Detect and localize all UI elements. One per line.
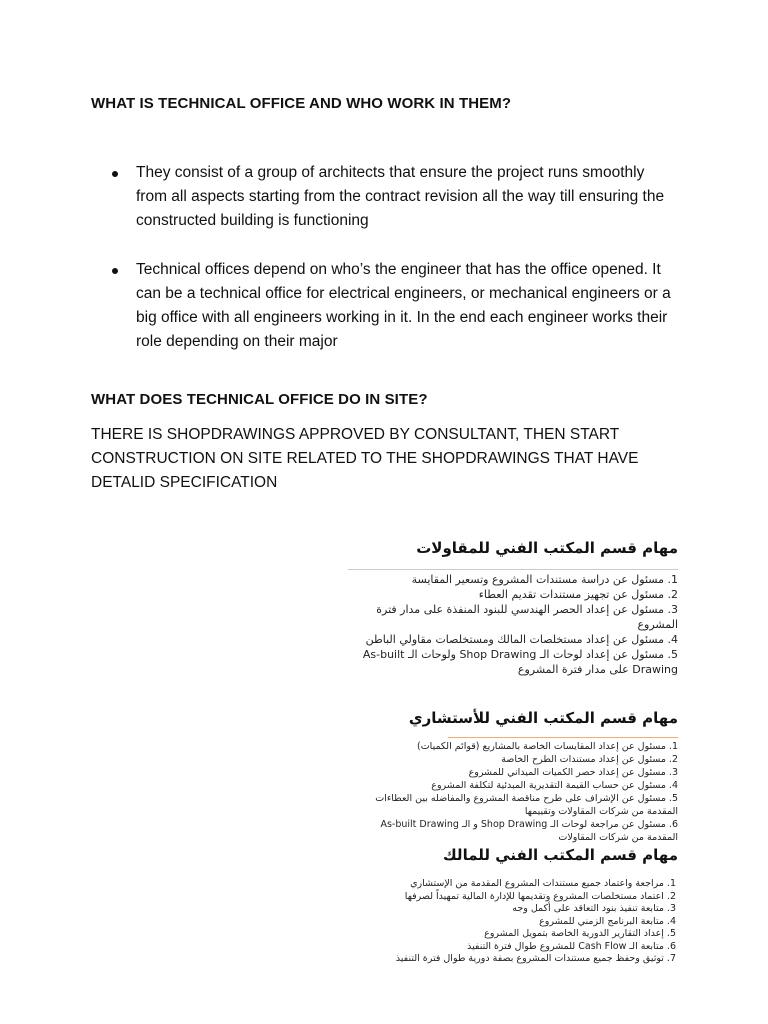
list-item: 3. متابعة تنفيذ بنود التعاقد على أكمل وجه <box>512 903 676 914</box>
list-item: 6. متابعة الـ Cash Flow للمشروع طوال فترة التنفيذ <box>467 940 676 952</box>
list-item: 2. مسئول عن إعداد مستندات الطرح الخاصة <box>501 754 678 765</box>
list-item: 7. توثيق وحفظ جميع مستندات المشروع بصفة دورية طوال فترة التنفيذ <box>395 953 676 964</box>
list-item: 4. متابعة البرنامج الزمني للمشروع <box>539 915 676 927</box>
list-item: 4. مسئول عن إعداد مستخلصات المالك ومستخلصات مقاولي الباطن <box>365 633 678 646</box>
list-item: 2. اعتماد مستخلصات المشروع وتقديمها للإدارة المالية تمهيداً لصرفها <box>404 890 676 902</box>
owner-task-list <box>356 878 676 966</box>
divider <box>348 569 678 570</box>
list-item: 5. مسئول عن الإشراف على طرح مناقصة المشروع والمفاضله بين العطاءات المقدمة من شركات المقاولات وتقييمها <box>375 793 678 817</box>
site-paragraph: THERE IS SHOPDRAWINGS APPROVED BY CONSULTANT, THEN START CONSTRUCTION ON SITE RELATED TO THE SHOPDRAWINGS THAT HAVE DETALID SPECIFICATION <box>91 426 639 491</box>
list-item: 5. مسئول عن إعداد لوحات الـ Shop Drawing ولوحات الـ As-built Drawing على مدار فترة المشروع <box>362 648 678 676</box>
arabic-title-owner: مهام قسم المكتب الفني للمالك <box>442 846 678 864</box>
list-item: 3. مسئول عن إعداد حصر الكميات الميداني للمشروع <box>468 767 678 778</box>
list-item: They consist of a group of architects that ensure the project runs smoothly from all aspects starting from the contract revision all the way till ensuring the constructed building is functioning <box>112 161 672 233</box>
list-item: 4. مسئول عن حساب القيمة التقديرية المبدئية لتكلفة المشروع <box>431 780 678 791</box>
list-item: 3. مسئول عن إعداد الحصر الهندسي للبنود المنفذة على مدار فترة المشروع <box>376 603 678 631</box>
section-heading-site: WHAT DOES TECHNICAL OFFICE DO IN SITE? <box>91 391 428 408</box>
section-heading-technical-office: WHAT IS TECHNICAL OFFICE AND WHO WORK IN THEM? <box>91 95 512 112</box>
contractors-task-list <box>348 572 678 677</box>
bullet-icon <box>112 268 118 274</box>
arabic-title-consultant: مهام قسم المكتب الفني للأستشاري <box>408 709 678 727</box>
list-item: Technical offices depend on who’s the engineer that has the office opened. It can be a technical office for electrical engineers, or mechanical engineers or a big office with all engineers working in it. In the end each engineer works their role depending on their major <box>112 258 672 354</box>
arabic-title-contractors: مهام قسم المكتب الفني للمقاولات <box>416 539 678 557</box>
list-item: 6. مسئول عن مراجعة لوحات الـ Shop Drawing و الـ As-built Drawing المقدمة من شركات المقاولات <box>380 819 678 843</box>
bullet-list <box>112 161 672 354</box>
list-item: 1. مسئول عن دراسة مستندات المشروع وتسعير المقايسة <box>411 573 678 586</box>
list-item: 5. إعداد التقارير الدورية الخاصة بتمويل المشروع <box>484 928 676 939</box>
accent-divider <box>448 737 678 738</box>
bullet-icon <box>112 171 118 177</box>
list-item: 2. مسئول عن تجهيز مستندات تقديم العطاء <box>478 588 678 601</box>
consultant-task-list <box>358 740 678 844</box>
list-item: 1. مراجعة واعتماد جميع مستندات المشروع المقدمة من الإستشاري <box>410 878 676 889</box>
list-item: 1. مسئول عن إعداد المقايسات الخاصة بالمشاريع (قوائم الكميات) <box>417 741 678 752</box>
